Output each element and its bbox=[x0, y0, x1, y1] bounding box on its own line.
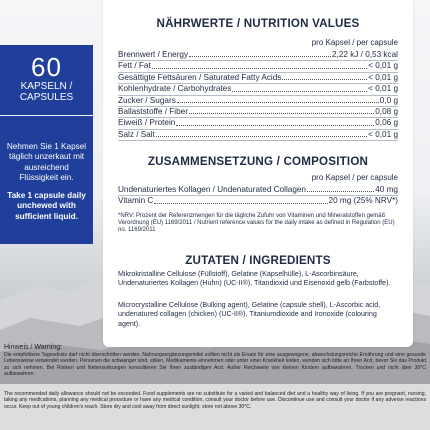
row-value: 0,0 g bbox=[379, 95, 398, 105]
warning-text-en: The recommended daily allowance should not be exceeded. Food supplements are no substitute for a varied and balanced diet and a healthy way of living. If you are pregnant, nursing, taking any medications, planning any medical procedure or have any medical condition, consult your doctor before use. Discontinue use and consult your doctor if any adverse reactions occur. Keep out of young children's reach. Store dry and cool away from direct sunlight, store not above 30°C. bbox=[4, 391, 426, 410]
table-row bbox=[118, 96, 398, 107]
table-row bbox=[118, 84, 398, 95]
row-label: Gesättigte Fettsäuren / Saturated Fatty Acids bbox=[118, 72, 282, 82]
row-label: Salz / Salt bbox=[118, 129, 155, 139]
dot-leader bbox=[156, 136, 367, 137]
composition-table bbox=[118, 185, 398, 207]
dosage-text-de: Nehmen Sie 1 Kapsel täglich unzerkaut mit ausreichend Flüssigkeit ein. bbox=[6, 142, 87, 182]
capsule-count: 60 bbox=[31, 52, 62, 82]
table-row bbox=[118, 185, 398, 196]
table-row bbox=[118, 107, 398, 118]
dot-leader bbox=[189, 113, 374, 114]
capsule-label-en: CAPSULES bbox=[19, 92, 74, 103]
dosage-text-en: Take 1 capsule daily unchewed with sufficient liquid. bbox=[7, 191, 86, 221]
row-label: Undenaturiertes Kollagen / Undenaturated Collagen bbox=[118, 184, 306, 194]
row-value: 0,08 g bbox=[375, 106, 398, 116]
row-label: Vitamin C bbox=[118, 196, 154, 206]
info-panel bbox=[103, 0, 413, 347]
composition-title: ZUSAMMENSETZUNG / COMPOSITION bbox=[147, 155, 369, 168]
row-value: < 0,01 g bbox=[368, 84, 398, 94]
table-row bbox=[118, 196, 398, 206]
row-label: Zucker / Sugars bbox=[118, 95, 176, 105]
table-row bbox=[118, 73, 398, 84]
dot-leader bbox=[232, 91, 367, 92]
row-value: < 0,01 g bbox=[368, 72, 398, 82]
nutrition-per-capsule: pro Kapsel / per capsule bbox=[311, 38, 398, 47]
dot-leader bbox=[189, 56, 331, 57]
dot-leader bbox=[282, 79, 367, 80]
row-value: < 0,01 g bbox=[368, 61, 398, 71]
table-row bbox=[118, 118, 398, 129]
warning-title: Hinweis / Warning: bbox=[4, 344, 63, 351]
ingredients-text-en: Microcrystalline Cellulose (Bulking agent), Gelatine (capsule shell), L-Ascorbic acid, undenatured collagen (chicken) (UC-II®), Titaniumdioxide and Ironoxide (colouring agent). bbox=[118, 301, 381, 328]
nrv-footnote: *NRV: Prozent der Referenzmengen für die tägliche Zufuhr von Vitaminen und Mineralstoffen gemäß Verordnung (EU) 1169/2011 / Nutrient reference values for the daily intake as defined in Regulation (EU) no. 1169/2011 bbox=[118, 213, 395, 234]
row-label: Kohlenhydrate / Carbohydrates bbox=[118, 84, 232, 94]
row-label: Brennwert / Energy bbox=[118, 49, 189, 59]
row-label: Ballaststoffe / Fiber bbox=[118, 106, 188, 116]
table-row bbox=[118, 61, 398, 72]
capsule-label-de: KAPSELN / bbox=[20, 81, 73, 92]
dot-leader bbox=[176, 125, 374, 126]
dot-leader bbox=[152, 68, 367, 69]
table-row bbox=[118, 50, 398, 61]
capsule-count-badge bbox=[0, 45, 93, 115]
dot-leader bbox=[177, 102, 379, 103]
nutrition-table bbox=[118, 50, 398, 141]
row-value: 40 mg bbox=[375, 184, 398, 194]
ingredients-title: ZUTATEN / INGREDIENTS bbox=[185, 254, 331, 267]
row-value: < 0,01 g bbox=[368, 129, 398, 139]
dot-leader bbox=[154, 203, 327, 204]
ingredients-text-de: Mikrokristalline Cellulose (Füllstoff), Gelatine (Kapselhülle), L-Ascorbinsäure, Undenaturiertes Kollagen (Huhn) (UC-II®), Titandioxid und Eisenoxid gelb (Farbstoffe). bbox=[118, 270, 391, 288]
composition-per-capsule: pro Kapsel / per capsule bbox=[311, 173, 398, 182]
row-label: Fett / Fat bbox=[118, 61, 151, 71]
warning-text-de: Die empfohlene Tagesdosis darf nicht überschritten werden. Nahrungsergänzungsmittel sollten nicht als Ersatz für eine ausgewogene, abwechslungsreiche Ernährung und eine gesunde Lebensweise verwendet werden. Personen die schwanger sind, stillen, Medikamente einnehmen oder unter einer Krankheit leiden, wenden sich bitte an Ihren Arzt, bevor Sie das Produkt zu sich nehmen. Bei Risiken und Nebenwirkungen konsultieren Sie Ihren zuständigen Arzt. Außer Reichweite von kleinen Kindern aufbewahren. Trocken und nicht über 30°C aufbewahren. bbox=[4, 352, 426, 377]
row-value: 2,22 kJ / 0,53 kcal bbox=[332, 49, 398, 59]
dot-leader bbox=[307, 191, 374, 192]
row-value: 0,06 g bbox=[375, 118, 398, 128]
nutrition-title: NÄHRWERTE / NUTRITION VALUES bbox=[156, 17, 360, 30]
row-label: Eiweiß / Protein bbox=[118, 118, 176, 128]
dosage-instructions bbox=[0, 116, 93, 244]
row-value: 20 mg (25% NRV*) bbox=[328, 196, 398, 206]
table-row bbox=[118, 130, 398, 141]
